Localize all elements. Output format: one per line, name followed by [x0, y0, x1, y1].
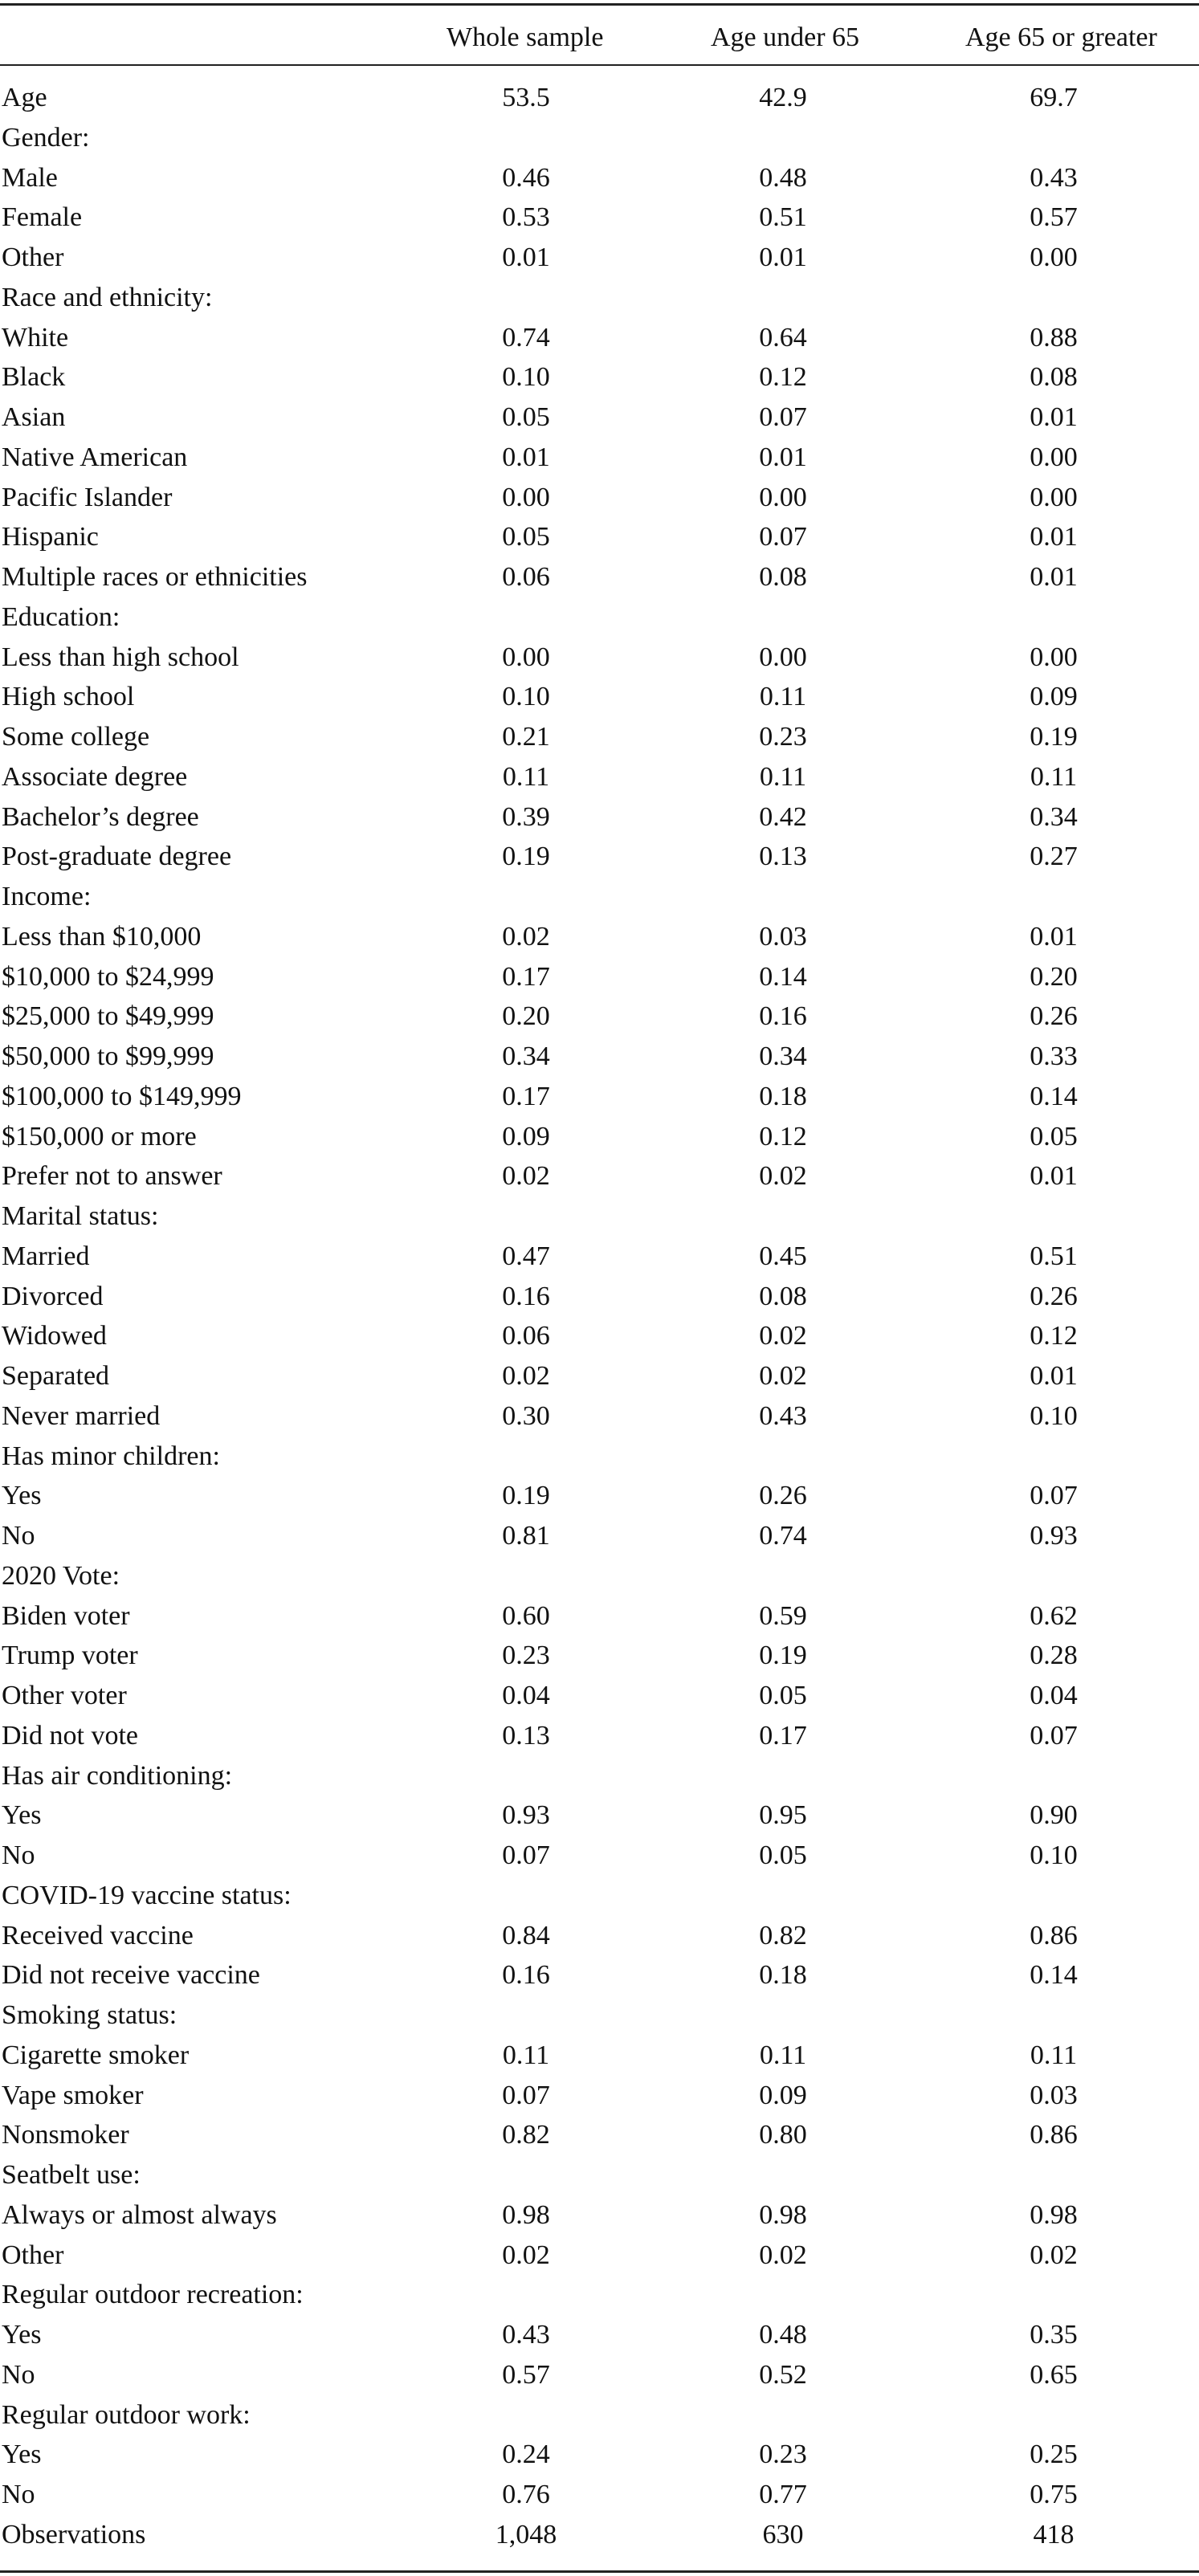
cell-value: 0.11 [759, 761, 807, 792]
cell-value: 0.74 [502, 322, 550, 353]
cell-value: 0.86 [1030, 1920, 1078, 1950]
row-label: Vape smoker [2, 2080, 144, 2110]
cell-value: 0.81 [502, 1521, 550, 1551]
row-label: Some college [2, 722, 150, 752]
cell-value: 0.05 [759, 1840, 807, 1870]
row-label: Always or almost always [2, 2199, 277, 2230]
cell-value: 0.47 [502, 1241, 550, 1271]
column-header-whole-sample: Whole sample [447, 22, 604, 52]
row-label: High school [2, 682, 135, 712]
row-label: Divorced [2, 1281, 104, 1311]
cell-value: 0.42 [759, 801, 807, 832]
row-label: Received vaccine [2, 1920, 194, 1950]
row-label: 2020 Vote: [2, 1560, 120, 1591]
cell-value: 0.10 [1030, 1840, 1078, 1870]
cell-value: 0.01 [502, 442, 550, 472]
cell-value: 42.9 [759, 83, 807, 112]
cell-value: 0.11 [1030, 761, 1078, 792]
cell-value: 0.17 [502, 961, 550, 992]
cell-value: 0.02 [759, 2240, 807, 2270]
cell-value: 0.14 [759, 961, 807, 992]
cell-value: 0.17 [759, 1720, 807, 1751]
row-label: Prefer not to answer [2, 1161, 222, 1192]
cell-value: 0.00 [1030, 642, 1078, 672]
row-label: Observations [2, 2519, 146, 2550]
cell-value: 0.08 [1030, 362, 1078, 393]
cell-value: 0.39 [502, 801, 550, 832]
cell-value: 0.52 [759, 2359, 807, 2390]
cell-value: 0.98 [1030, 2199, 1078, 2230]
row-label: Other [2, 2240, 64, 2270]
cell-value: 0.80 [759, 2120, 807, 2150]
row-label: $150,000 or more [2, 1121, 197, 1151]
cell-value: 0.75 [1030, 2480, 1078, 2509]
cell-value: 0.11 [502, 761, 550, 792]
cell-value: 0.02 [759, 1161, 807, 1192]
cell-value: 0.48 [759, 2320, 807, 2350]
cell-value: 0.02 [502, 1161, 550, 1192]
row-label: Did not receive vaccine [2, 1960, 260, 1991]
table-header-rule [0, 64, 1199, 66]
row-label: No [2, 1521, 35, 1551]
row-label: Other [2, 243, 64, 272]
row-label: Race and ethnicity: [2, 282, 213, 312]
cell-value: 0.13 [502, 1720, 550, 1751]
cell-value: 0.98 [759, 2199, 807, 2230]
row-label: $100,000 to $149,999 [2, 1081, 242, 1111]
cell-value: 0.43 [1030, 162, 1078, 193]
row-label: Post-graduate degree [2, 842, 232, 872]
cell-value: 0.35 [1030, 2320, 1078, 2350]
cell-value: 0.65 [1030, 2359, 1078, 2390]
row-label: Did not vote [2, 1720, 138, 1751]
row-label: Nonsmoker [2, 2120, 129, 2150]
cell-value: 0.07 [1030, 1720, 1078, 1751]
cell-value: 0.10 [1030, 1400, 1078, 1431]
cell-value: 0.23 [502, 1641, 550, 1671]
cell-value: 0.18 [759, 1081, 807, 1111]
cell-value: 0.03 [759, 921, 807, 952]
cell-value: 0.01 [1030, 921, 1078, 952]
cell-value: 0.05 [502, 522, 550, 552]
row-label: Multiple races or ethnicities [2, 562, 308, 592]
cell-value: 0.01 [1030, 562, 1078, 592]
row-label: Less than high school [2, 642, 239, 672]
row-label: Has air conditioning: [2, 1760, 233, 1791]
row-label: Native American [2, 442, 188, 472]
cell-value: 0.02 [759, 1321, 807, 1351]
cell-value: 0.05 [759, 1681, 807, 1710]
cell-value: 0.48 [759, 162, 807, 193]
cell-value: 0.16 [502, 1281, 550, 1311]
cell-value: 0.01 [1030, 522, 1078, 552]
cell-value: 0.02 [502, 1361, 550, 1391]
cell-value: 0.07 [502, 2080, 550, 2110]
cell-value: 0.06 [502, 562, 550, 592]
cell-value: 0.59 [759, 1600, 807, 1631]
column-header-age-under-65: Age under 65 [711, 22, 860, 52]
cell-value: 0.76 [502, 2480, 550, 2509]
cell-value: 0.07 [502, 1840, 550, 1870]
row-label: Smoking status: [2, 2000, 177, 2030]
cell-value: 0.34 [502, 1041, 550, 1071]
cell-value: 0.20 [502, 1001, 550, 1032]
row-label: Married [2, 1241, 90, 1271]
cell-value: 0.17 [502, 1081, 550, 1111]
row-label: Bachelor’s degree [2, 801, 199, 832]
cell-value: 0.02 [1030, 2240, 1078, 2270]
cell-value: 0.86 [1030, 2120, 1078, 2150]
cell-value: 0.16 [759, 1001, 807, 1032]
cell-value: 0.23 [759, 722, 807, 752]
cell-value: 0.00 [759, 642, 807, 672]
cell-value: 0.98 [502, 2199, 550, 2230]
cell-value: 0.04 [502, 1681, 550, 1710]
cell-value: 0.11 [759, 2040, 807, 2070]
row-label: Gender: [2, 122, 90, 153]
row-label: Hispanic [2, 522, 99, 552]
row-label: Cigarette smoker [2, 2040, 190, 2070]
cell-value: 0.19 [502, 1481, 550, 1511]
cell-value: 0.11 [502, 2040, 550, 2070]
row-label: Widowed [2, 1321, 107, 1351]
cell-value: 0.08 [759, 1281, 807, 1311]
cell-value: 0.08 [759, 562, 807, 592]
cell-value: 0.20 [1030, 961, 1078, 992]
cell-value: 53.5 [502, 83, 550, 112]
cell-value: 0.07 [759, 522, 807, 552]
row-label: $10,000 to $24,999 [2, 961, 214, 992]
cell-value: 0.74 [759, 1521, 807, 1551]
cell-value: 0.26 [1030, 1001, 1078, 1032]
row-label: Never married [2, 1400, 161, 1431]
cell-value: 0.95 [759, 1800, 807, 1831]
row-label: No [2, 1840, 35, 1870]
cell-value: 0.84 [502, 1920, 550, 1950]
cell-value: 0.18 [759, 1960, 807, 1991]
cell-value: 0.00 [1030, 482, 1078, 512]
cell-value: 0.43 [502, 2320, 550, 2350]
cell-value: 0.01 [759, 243, 807, 272]
cell-value: 1,048 [495, 2519, 557, 2550]
cell-value: 0.26 [1030, 1281, 1078, 1311]
cell-value: 0.14 [1030, 1960, 1078, 1991]
cell-value: 0.05 [502, 402, 550, 432]
row-label: Regular outdoor work: [2, 2399, 251, 2430]
cell-value: 0.16 [502, 1960, 550, 1991]
cell-value: 0.53 [502, 202, 550, 233]
row-label: Pacific Islander [2, 482, 173, 512]
cell-value: 0.24 [502, 2439, 550, 2470]
cell-value: 0.01 [759, 442, 807, 472]
cell-value: 0.10 [502, 362, 550, 393]
cell-value: 0.10 [502, 682, 550, 712]
row-label: Less than $10,000 [2, 921, 202, 952]
row-label: No [2, 2359, 35, 2390]
cell-value: 0.00 [1030, 243, 1078, 272]
cell-value: 0.01 [1030, 1361, 1078, 1391]
cell-value: 0.14 [1030, 1081, 1078, 1111]
cell-value: 0.51 [1030, 1241, 1078, 1271]
cell-value: 0.33 [1030, 1041, 1078, 1071]
cell-value: 0.02 [759, 1361, 807, 1391]
row-label: Female [2, 202, 83, 233]
cell-value: 0.07 [759, 402, 807, 432]
row-label: Yes [2, 1800, 42, 1831]
row-label: Regular outdoor recreation: [2, 2280, 304, 2310]
cell-value: 0.28 [1030, 1641, 1078, 1671]
cell-value: 0.34 [759, 1041, 807, 1071]
table-bottom-rule [0, 2570, 1199, 2573]
cell-value: 0.21 [502, 722, 550, 752]
cell-value: 69.7 [1030, 83, 1078, 112]
cell-value: 0.11 [759, 682, 807, 712]
cell-value: 0.13 [759, 842, 807, 872]
cell-value: 0.00 [502, 482, 550, 512]
row-label: Age [2, 83, 47, 112]
cell-value: 0.12 [759, 1121, 807, 1151]
cell-value: 0.82 [759, 1920, 807, 1950]
cell-value: 0.90 [1030, 1800, 1078, 1831]
cell-value: 0.12 [759, 362, 807, 393]
cell-value: 0.19 [1030, 722, 1078, 752]
row-label: Marital status: [2, 1201, 159, 1231]
cell-value: 0.00 [1030, 442, 1078, 472]
cell-value: 0.09 [759, 2080, 807, 2110]
column-header-age-65-or-greater: Age 65 or greater [965, 22, 1157, 52]
row-label: Trump voter [2, 1641, 138, 1671]
cell-value: 0.09 [502, 1121, 550, 1151]
cell-value: 0.05 [1030, 1121, 1078, 1151]
table-top-rule [0, 3, 1199, 6]
row-label: Biden voter [2, 1600, 130, 1631]
cell-value: 0.88 [1030, 322, 1078, 353]
row-label: Separated [2, 1361, 110, 1391]
row-label: Has minor children: [2, 1441, 220, 1471]
cell-value: 0.01 [1030, 1161, 1078, 1192]
row-label: Male [2, 162, 58, 193]
cell-value: 0.77 [759, 2480, 807, 2509]
cell-value: 630 [762, 2519, 804, 2550]
cell-value: 0.93 [1030, 1521, 1078, 1551]
cell-value: 0.11 [1030, 2040, 1078, 2070]
cell-value: 0.27 [1030, 842, 1078, 872]
cell-value: 0.23 [759, 2439, 807, 2470]
cell-value: 0.57 [1030, 202, 1078, 233]
cell-value: 0.19 [759, 1641, 807, 1671]
cell-value: 418 [1033, 2519, 1075, 2550]
row-label: Income: [2, 882, 92, 911]
cell-value: 0.01 [502, 243, 550, 272]
row-label: Seatbelt use: [2, 2160, 141, 2190]
cell-value: 0.02 [502, 921, 550, 952]
cell-value: 0.12 [1030, 1321, 1078, 1351]
cell-value: 0.26 [759, 1481, 807, 1511]
row-label: Black [2, 362, 66, 393]
cell-value: 0.00 [759, 482, 807, 512]
cell-value: 0.60 [502, 1600, 550, 1631]
cell-value: 0.45 [759, 1241, 807, 1271]
cell-value: 0.46 [502, 162, 550, 193]
cell-value: 0.93 [502, 1800, 550, 1831]
cell-value: 0.62 [1030, 1600, 1078, 1631]
row-label: Yes [2, 2439, 42, 2470]
row-label: Asian [2, 402, 66, 432]
cell-value: 0.01 [1030, 402, 1078, 432]
cell-value: 0.07 [1030, 1481, 1078, 1511]
cell-value: 0.34 [1030, 801, 1078, 832]
row-label: $25,000 to $49,999 [2, 1001, 214, 1032]
row-label: Yes [2, 1481, 42, 1511]
cell-value: 0.43 [759, 1400, 807, 1431]
row-label: COVID-19 vaccine status: [2, 1880, 292, 1910]
row-label: Yes [2, 2320, 42, 2350]
cell-value: 0.19 [502, 842, 550, 872]
cell-value: 0.82 [502, 2120, 550, 2150]
cell-value: 0.25 [1030, 2439, 1078, 2470]
cell-value: 0.57 [502, 2359, 550, 2390]
row-label: Education: [2, 601, 120, 632]
cell-value: 0.02 [502, 2240, 550, 2270]
cell-value: 0.00 [502, 642, 550, 672]
row-label: $50,000 to $99,999 [2, 1041, 214, 1071]
row-label: No [2, 2480, 35, 2509]
cell-value: 0.30 [502, 1400, 550, 1431]
cell-value: 0.51 [759, 202, 807, 233]
cell-value: 0.09 [1030, 682, 1078, 712]
cell-value: 0.03 [1030, 2080, 1078, 2110]
row-label: White [2, 322, 69, 353]
cell-value: 0.06 [502, 1321, 550, 1351]
row-label: Other voter [2, 1681, 127, 1710]
cell-value: 0.64 [759, 322, 807, 353]
row-label: Associate degree [2, 761, 188, 792]
cell-value: 0.04 [1030, 1681, 1078, 1710]
